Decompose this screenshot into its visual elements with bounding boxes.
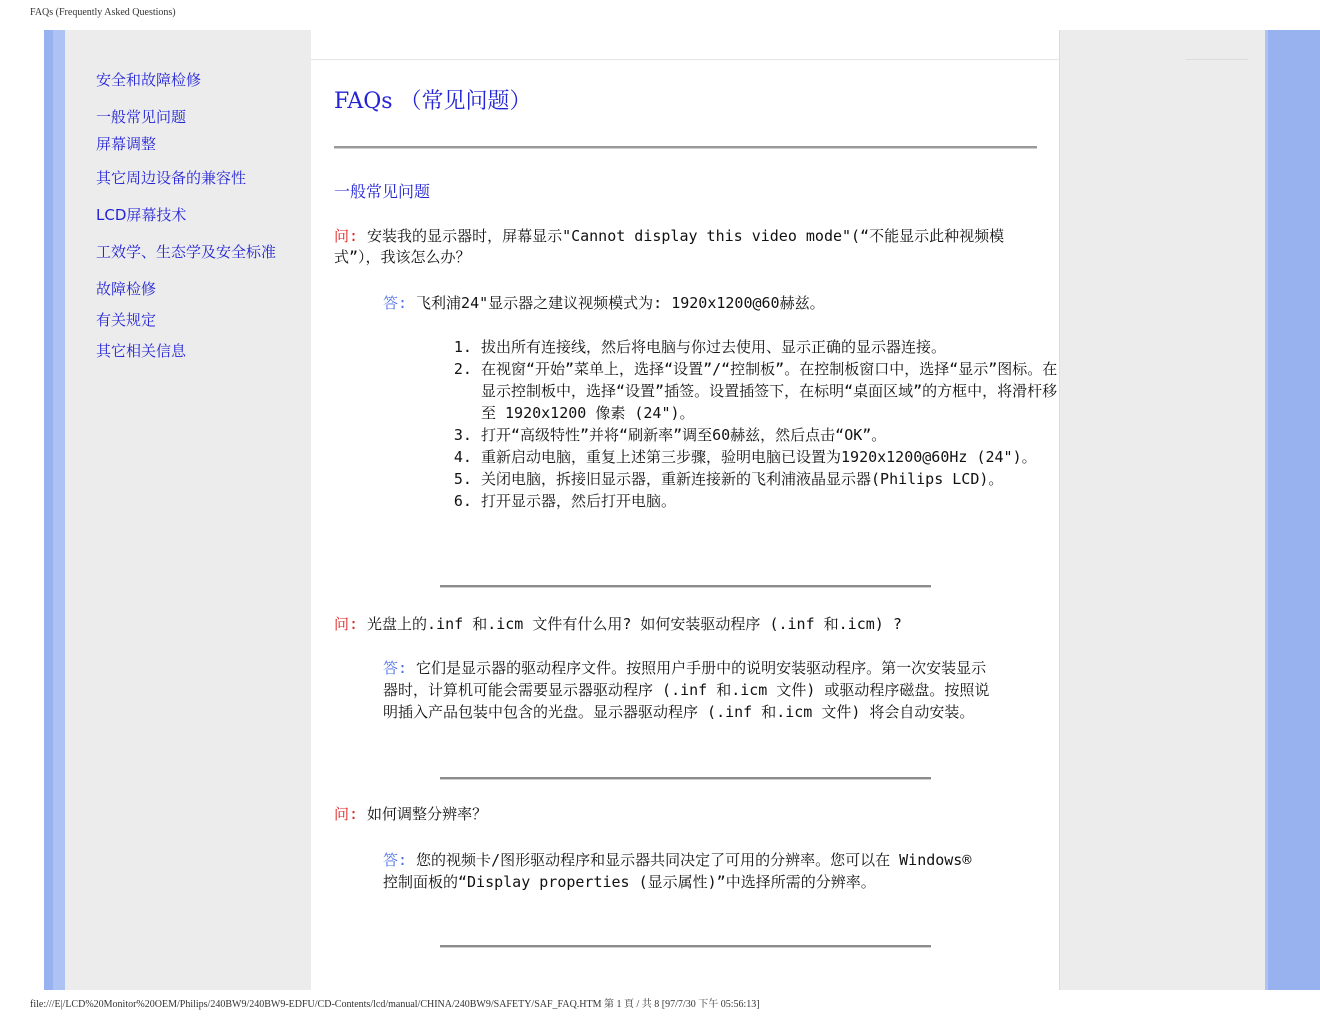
step-item: 5. 关闭电脑，拆接旧显示器，重新连接新的飞利浦液晶显示器(Philips LCD)。 [481,468,1061,490]
faq-answer-2 [383,657,993,723]
nav-regulatory[interactable]: 有关规定 [96,311,157,329]
answer-text: 它们是显示器的驱动程序文件。按照用户手册中的说明安装驱动程序。第一次安装显示器时，计算机可能会需要显示器驱动程序 (.inf 和.icm 文件) 或驱动程序磁盘。按照说明插入产品包装中包含的光盘。显示器驱动程序 (.inf 和.icm 文件) 将会自动安装。 [383,659,990,721]
nav-safety-troubleshooting[interactable]: 安全和故障检修 [96,71,202,89]
answer-text: 飞利浦24"显示器之建议视频模式为: 1920x1200@60赫兹。 [407,294,825,312]
step-item: 2. 在视窗“开始”菜单上，选择“设置”/“控制板”。在控制板窗口中，选择“显示”图标。在显示控制板中，选择“设置”插签。设置插签下，在标明“桌面区域”的方框中，将滑杆移至 1920x1200 像素 (24")。 [481,358,1061,424]
left-stripe-inner [53,30,65,990]
faq-separator [440,777,931,780]
nav-troubleshooting[interactable]: 故障检修 [96,280,157,298]
content-top-divider [311,59,1059,60]
page-title: FAQs （常见问题） [334,89,532,114]
faq-question-2 [334,614,1034,635]
question-label: 问: [334,805,359,823]
print-header: FAQs (Frequently Asked Questions) [30,7,176,18]
title-divider [334,146,1037,149]
step-item: 4. 重新启动电脑，重复上述第三步骤，验明电脑已设置为1920x1200@60Hz (24")。 [481,446,1061,468]
nav-lcd-technology[interactable]: LCD屏幕技术 [96,206,187,224]
section-title: 一般常见问题 [334,182,431,201]
answer-text: 您的视频卡/图形驱动程序和显示器共同决定了可用的分辨率。您可以在 Windows® 控制面板的“Display properties (显示属性)”中选择所需的分辨率。 [383,851,972,891]
nav-other-info[interactable]: 其它相关信息 [96,342,187,360]
question-text: 如何调整分辨率？ [358,805,488,823]
faq-separator [440,945,931,948]
faq-answer-3 [383,849,993,893]
question-text: 安装我的显示器时，屏幕显示"Cannot display this video mode"(“不能显示此种视频模式”），我该怎么办？ [334,227,1005,266]
right-margin-divider [1186,59,1248,60]
steps-list [440,336,1061,512]
left-stripe [44,30,53,990]
question-label: 问: [334,615,359,633]
right-stripe-edge [1265,30,1268,990]
faq-separator [440,585,931,588]
right-stripe [1265,30,1320,990]
question-text: 光盘上的.inf 和.icm 文件有什么用? 如何安装驱动程序 (.inf 和.icm) ? [358,615,902,633]
nav-screen-adjustment[interactable]: 屏幕调整 [96,135,157,153]
step-item: 1. 拔出所有连接线，然后将电脑与你过去使用、显示正确的显示器连接。 [481,336,1061,358]
right-margin [1059,30,1265,990]
nav-ergonomics-standards[interactable]: 工效学、生态学及安全标准 [96,243,277,261]
faq-question-1 [334,226,1034,268]
faq-answer-1 [383,292,993,314]
step-item: 3. 打开“高级特性”并将“刷新率”调至60赫兹，然后点击“OK”。 [481,424,1061,446]
answer-label: 答: [383,851,408,869]
print-footer: file:///E|/LCD%20Monitor%20OEM/Philips/240BW9/240BW9-EDFU/CD-Contents/lcd/manual/CHINA/240BW9/SAFETY/SAF_FAQ.HTM 第 1 頁 / 共 8 [97/7/30 下午 05:56:13] [30,999,760,1010]
faq-question-3 [334,804,1034,825]
nav-general-faq[interactable]: 一般常见问题 [96,108,187,126]
answer-label: 答: [383,294,408,312]
step-item: 6. 打开显示器，然后打开电脑。 [481,490,1061,512]
answer-label: 答: [383,659,408,677]
question-label: 问: [334,227,359,245]
nav-peripheral-compatibility[interactable]: 其它周边设备的兼容性 [96,169,247,187]
